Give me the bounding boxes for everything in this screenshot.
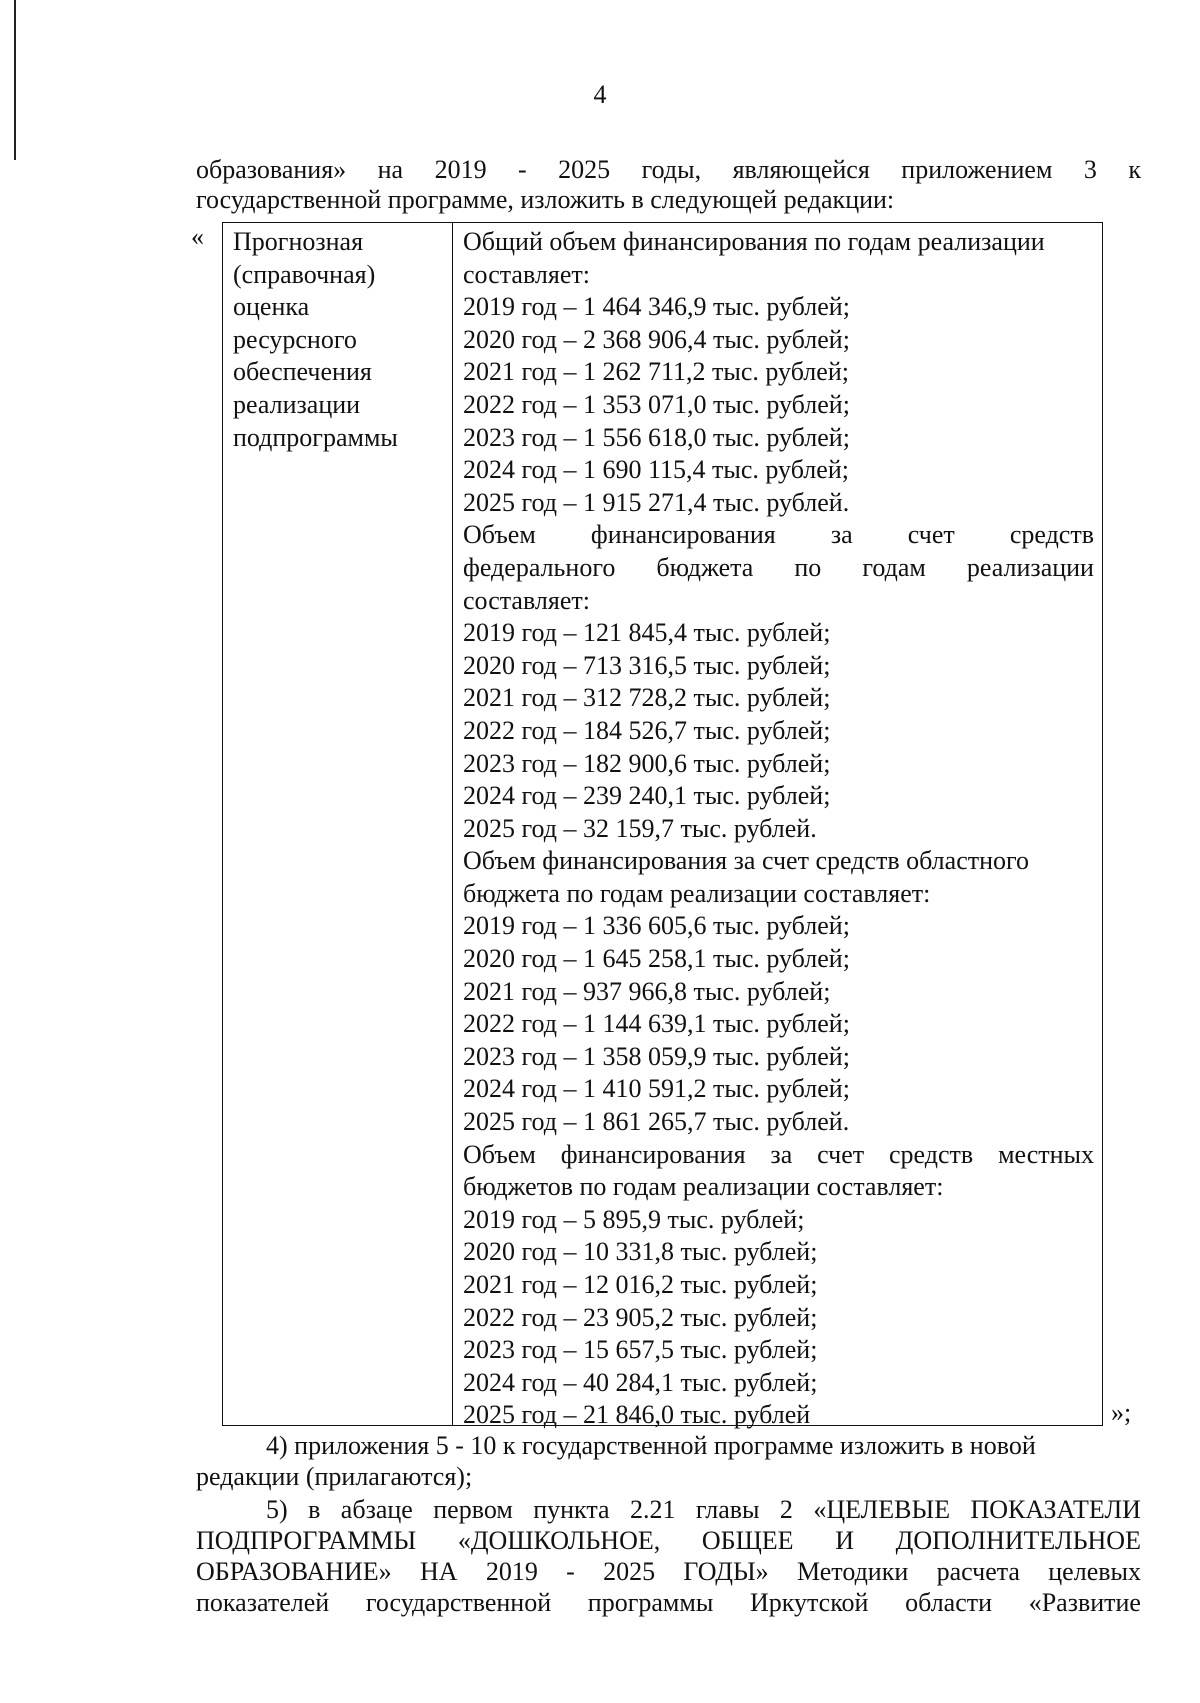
regional-year-row: 2021 год – 937 966,8 тыс. рублей; <box>463 976 831 1006</box>
regional-year-row: 2024 год – 1 410 591,2 тыс. рублей; <box>463 1074 850 1104</box>
word: образования» <box>196 155 347 184</box>
word: - <box>518 155 527 184</box>
word: И <box>835 1526 854 1555</box>
label-line: (справочная) <box>233 259 376 289</box>
word: годы, <box>641 155 702 184</box>
word: ПОКАЗАТЕЛИ <box>970 1495 1141 1524</box>
federal-year-row: 2021 год – 312 728,2 тыс. рублей; <box>463 683 831 713</box>
regional-year-row: 2019 год – 1 336 605,6 тыс. рублей; <box>463 911 850 941</box>
closing-quote: »; <box>1111 1398 1132 1427</box>
local-year-row: 2025 год – 21 846,0 тыс. рублей <box>463 1400 811 1430</box>
table-value-cell <box>453 223 1102 1430</box>
word: финансирования <box>590 520 776 550</box>
regional-header-line-2: бюджета по годам реализации составляет: <box>463 878 931 908</box>
word: НА <box>419 1557 458 1586</box>
federal-year-row: 2025 год – 32 159,7 тыс. рублей. <box>463 813 817 843</box>
word: Иркутской <box>749 1588 869 1617</box>
word: Методики <box>796 1557 909 1586</box>
federal-year-row: 2020 год – 713 316,5 тыс. рублей; <box>463 650 831 680</box>
federal-header-line-3: составляет: <box>463 585 590 615</box>
word: 3 <box>1083 155 1097 184</box>
word: годам <box>862 552 926 582</box>
word: 2019 <box>485 1557 538 1586</box>
word: по <box>794 552 822 582</box>
word: средств <box>889 1139 974 1169</box>
word: 2025 <box>558 155 611 184</box>
local-header-line-2: бюджетов по годам реализации составляет: <box>463 1172 944 1202</box>
label-line: ресурсного <box>233 324 357 354</box>
total-year-row: 2024 год – 1 690 115,4 тыс. рублей; <box>463 455 849 485</box>
regional-year-row: 2025 год – 1 861 265,7 тыс. рублей. <box>463 1107 850 1137</box>
local-year-row: 2019 год – 5 895,9 тыс. рублей; <box>463 1204 805 1234</box>
word: 2025 <box>603 1557 656 1586</box>
word: области <box>905 1588 993 1617</box>
local-header-line-1 <box>463 1139 1102 1172</box>
word: ОБРАЗОВАНИЕ» <box>196 1557 392 1586</box>
word: за <box>830 520 853 550</box>
federal-year-row: 2022 год – 184 526,7 тыс. рублей; <box>463 715 831 745</box>
word: расчета <box>936 1557 1020 1586</box>
word: программы <box>587 1588 714 1617</box>
local-year-row: 2021 год – 12 016,2 тыс. рублей; <box>463 1270 818 1299</box>
paragraph-5-line-4 <box>196 1587 1141 1618</box>
federal-year-row: 2019 год – 121 845,4 тыс. рублей; <box>463 618 831 648</box>
total-year-row: 2020 год – 2 368 906,4 тыс. рублей; <box>463 324 850 354</box>
word: 2 <box>779 1495 793 1524</box>
word: местных <box>998 1139 1094 1169</box>
regional-year-row: 2022 год – 1 144 639,1 тыс. рублей; <box>463 1009 850 1039</box>
total-header: Общий объем финансирования по годам реализации <box>463 227 1045 256</box>
word: Объем <box>463 520 536 550</box>
paragraph-5 <box>196 1494 1141 1618</box>
paragraph-5-line-3 <box>196 1556 1141 1587</box>
word: пункта <box>533 1495 610 1524</box>
word: абзаце <box>340 1495 413 1524</box>
paragraph-4-line-1: 4) приложения 5 - 10 к государственной программе изложить в новой <box>266 1431 1036 1460</box>
regional-year-row: 2023 год – 1 358 059,9 тыс. рублей; <box>463 1041 850 1071</box>
word: к <box>1128 155 1141 184</box>
total-year-row: 2019 год – 1 464 346,9 тыс. рублей; <box>463 292 850 322</box>
federal-year-row: 2023 год – 182 900,6 тыс. рублей; <box>463 748 831 778</box>
word: счет <box>817 1139 865 1169</box>
word: приложением <box>901 155 1053 184</box>
word: главы <box>695 1495 760 1524</box>
total-year-row: 2023 год – 1 556 618,0 тыс. рублей; <box>463 422 850 452</box>
word: 5) <box>266 1495 288 1524</box>
word: бюджета <box>656 552 754 582</box>
word: федерального <box>463 552 616 582</box>
label-line: обеспечения <box>233 357 372 387</box>
word: в <box>308 1495 321 1524</box>
word: счет <box>907 520 955 550</box>
word: 2019 <box>434 155 487 184</box>
word: «ДОШКОЛЬНОЕ, <box>457 1526 661 1555</box>
paragraph-4 <box>196 1430 1141 1492</box>
word: Объем <box>463 1139 536 1169</box>
label-line: подпрограммы <box>233 422 398 452</box>
total-header-2: составляет: <box>463 259 590 289</box>
word: реализации <box>966 552 1094 582</box>
paragraph-5-line-2 <box>196 1525 1141 1556</box>
total-year-row: 2025 год – 1 915 271,4 тыс. рублей. <box>463 487 850 517</box>
word: «Развитие <box>1028 1588 1141 1617</box>
intro-paragraph <box>196 155 1141 215</box>
paragraph-5-line-1 <box>196 1494 1141 1525</box>
federal-header-line-1 <box>463 519 1102 552</box>
local-year-row: 2024 год – 40 284,1 тыс. рублей; <box>463 1367 818 1397</box>
word: «ЦЕЛЕВЫЕ <box>813 1495 951 1524</box>
total-year-row: 2021 год – 1 262 711,2 тыс. рублей; <box>463 357 849 387</box>
funding-table <box>222 222 1103 1430</box>
word: целевых <box>1048 1557 1141 1586</box>
label-line: оценка <box>233 292 310 322</box>
federal-header-line-2 <box>463 552 1102 585</box>
local-year-row: 2020 год – 10 331,8 тыс. рублей; <box>463 1237 818 1267</box>
word: средств <box>1009 520 1094 550</box>
local-year-row: 2022 год – 23 905,2 тыс. рублей; <box>463 1302 818 1332</box>
total-year-row: 2022 год – 1 353 071,0 тыс. рублей; <box>463 389 850 419</box>
word: на <box>377 155 404 184</box>
word: 2.21 <box>629 1495 676 1524</box>
word: являющейся <box>732 155 870 184</box>
label-line: Прогнозная <box>233 227 364 256</box>
table-label-cell <box>223 223 453 1425</box>
label-line: реализации <box>233 389 361 419</box>
word: ОБЩЕЕ <box>701 1526 794 1555</box>
word: за <box>770 1139 793 1169</box>
local-year-row: 2023 год – 15 657,5 тыс. рублей; <box>463 1335 818 1365</box>
word: ПОДПРОГРАММЫ <box>196 1526 417 1555</box>
word: государственной <box>365 1588 552 1617</box>
word: показателей <box>196 1588 330 1617</box>
paragraph-4-line-2: редакции (прилагаются); <box>196 1462 473 1491</box>
word: ДОПОЛНИТЕЛЬНОЕ <box>895 1526 1141 1555</box>
intro-line-1 <box>196 155 1141 185</box>
word: - <box>566 1557 575 1586</box>
intro-line-2: государственной программе, изложить в следующей редакции: <box>196 185 895 214</box>
word: первом <box>433 1495 513 1524</box>
federal-year-row: 2024 год – 239 240,1 тыс. рублей; <box>463 781 831 811</box>
word: ГОДЫ» <box>683 1557 769 1586</box>
regional-year-row: 2020 год – 1 645 258,1 тыс. рублей; <box>463 944 850 974</box>
page-number: 4 <box>593 80 607 109</box>
word: финансирования <box>560 1139 746 1169</box>
regional-header-line-1: Объем финансирования за счет средств областного <box>463 846 1030 876</box>
opening-quote: « <box>191 222 204 251</box>
